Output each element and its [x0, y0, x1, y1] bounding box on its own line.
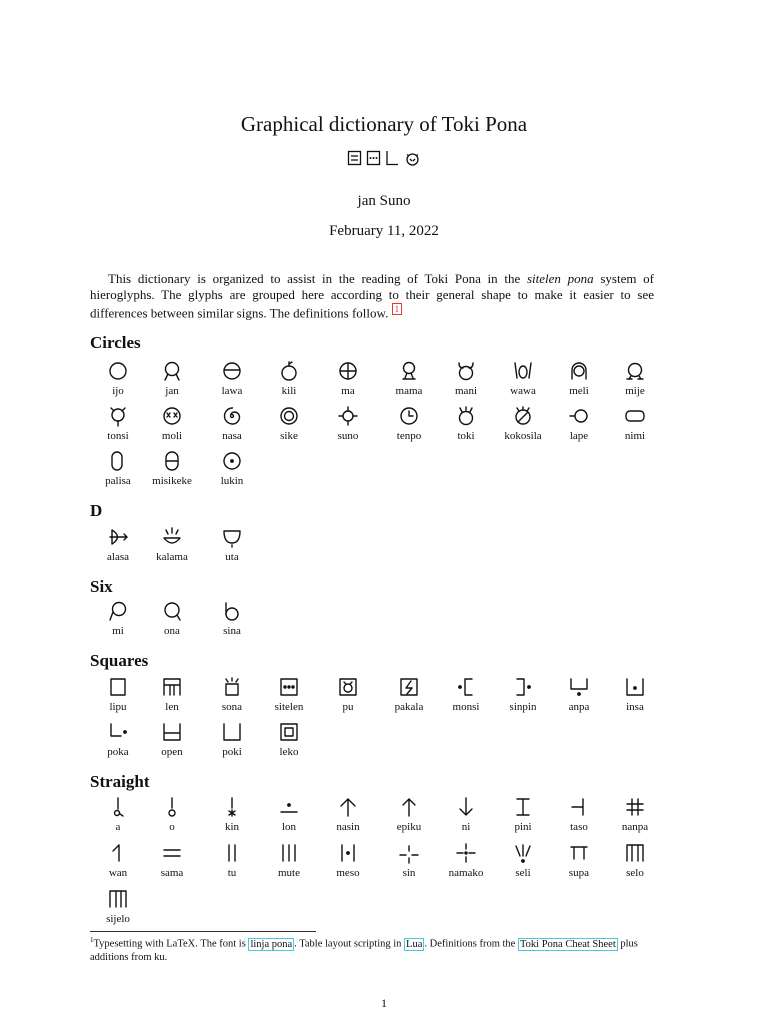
glyph-entry-seli — [495, 842, 551, 879]
tenpo-glyph-icon — [398, 405, 420, 427]
glyph-entry-ijo — [90, 360, 146, 397]
sitelen-glyph-icon — [366, 150, 381, 166]
abstract-emphasis: sitelen pona — [526, 271, 594, 286]
glyph-label: a — [115, 821, 121, 833]
glyph-entry-nasin — [320, 796, 376, 833]
palisa-glyph-icon — [107, 450, 129, 472]
lawa-glyph-icon — [221, 360, 243, 382]
glyph-entry-sona — [204, 676, 260, 713]
glyph-label: sike — [280, 430, 298, 442]
glyph-label: ona — [164, 625, 180, 637]
nasin-glyph-icon — [337, 796, 359, 818]
glyph-label: leko — [279, 746, 299, 758]
ona-glyph-icon — [161, 600, 183, 622]
tu-glyph-icon — [221, 842, 243, 864]
ni-glyph-icon — [455, 796, 477, 818]
glyph-label: lon — [281, 821, 297, 833]
mi-glyph-icon — [107, 600, 129, 622]
glyph-entry-anpa — [551, 676, 607, 713]
sijelo-glyph-icon — [107, 888, 129, 910]
glyph-label: pini — [514, 821, 532, 833]
mani-glyph-icon — [455, 360, 477, 382]
glyph-label: wan — [108, 867, 128, 879]
section-heading-six: Six — [90, 577, 113, 596]
glyph-entry-lape — [551, 405, 607, 442]
glyph-label: supa — [568, 867, 590, 879]
glyph-label: sona — [221, 701, 243, 713]
glyph-label: sinpin — [509, 701, 537, 713]
glyph-entry-mute — [261, 842, 317, 879]
glyph-label: mute — [278, 867, 300, 879]
glyph-entry-namako — [438, 842, 494, 879]
sama-glyph-icon — [161, 842, 183, 864]
cheat-sheet-link[interactable]: Toki Pona Cheat Sheet — [519, 938, 616, 950]
taso-glyph-icon — [568, 796, 590, 818]
glyph-entry-leko — [261, 721, 317, 758]
glyph-label: selo — [626, 867, 644, 879]
glyph-label: lipu — [109, 701, 127, 713]
glyph-label: tu — [227, 867, 237, 879]
page-number: 1 — [381, 996, 387, 1010]
glyph-label: jan — [165, 385, 179, 397]
footnote-text: . Definitions from the — [424, 938, 518, 950]
glyph-label: poki — [222, 746, 242, 758]
glyph-entry-sin — [381, 842, 437, 879]
author: jan Suno — [357, 193, 411, 209]
anpa-glyph-icon — [568, 676, 590, 698]
glyph-entry-lukin — [204, 450, 260, 487]
len-glyph-icon — [161, 676, 183, 698]
glyph-entry-uta — [204, 526, 260, 563]
ijo-glyph-icon — [107, 360, 129, 382]
glyph-entry-palisa — [90, 450, 146, 487]
sina-glyph-icon — [221, 600, 243, 622]
glyph-entry-sina — [204, 600, 260, 637]
glyph-label: len — [165, 701, 179, 713]
glyph-entry-moli — [144, 405, 200, 442]
insa-glyph-icon — [624, 676, 646, 698]
glyph-entry-poki — [204, 721, 260, 758]
glyph-entry-nasa — [204, 405, 260, 442]
lape-glyph-icon — [568, 405, 590, 427]
glyph-label: poka — [107, 746, 129, 758]
glyph-entry-nimi — [607, 405, 663, 442]
glyph-entry-jan — [144, 360, 200, 397]
leko-glyph-icon — [278, 721, 300, 743]
glyph-entry-tenpo — [381, 405, 437, 442]
glyph-entry-meli — [551, 360, 607, 397]
linja-pona-link[interactable]: linja pona — [250, 938, 293, 950]
wan-glyph-icon — [107, 842, 129, 864]
pakala-glyph-icon — [398, 676, 420, 698]
glyph-label: kokosila — [504, 430, 542, 442]
glyph-entry-mani — [438, 360, 494, 397]
date: February 11, 2022 — [329, 223, 439, 239]
glyph-entry-kili — [261, 360, 317, 397]
footnote-text: plus additions from ku. — [90, 938, 638, 963]
glyph-label: o — [169, 821, 175, 833]
glyph-entry-supa — [551, 842, 607, 879]
glyph-entry-toki — [438, 405, 494, 442]
pini-glyph-icon — [512, 796, 534, 818]
abstract-text-2: system of hieroglyphs. The glyphs are grouped here according to their general shape to make it easier to see differences between similar signs. The definitions follow. — [90, 271, 654, 321]
glyph-entry-mi — [90, 600, 146, 637]
lua-link[interactable]: Lua — [406, 938, 423, 950]
epiku-glyph-icon — [398, 796, 420, 818]
glyph-entry-lawa — [204, 360, 260, 397]
tonsi-glyph-icon — [107, 405, 129, 427]
abstract — [90, 271, 654, 321]
glyph-entry-epiku — [381, 796, 437, 833]
glyph-entry-sinpin — [495, 676, 551, 713]
glyph-entry-o — [144, 796, 200, 833]
lon-glyph-icon — [278, 796, 300, 818]
glyph-entry-open — [144, 721, 200, 758]
seli-glyph-icon — [512, 842, 534, 864]
section-heading-d: D — [90, 501, 103, 520]
meli-glyph-icon — [568, 360, 590, 382]
glyph-label: alasa — [107, 551, 129, 563]
supa-glyph-icon — [568, 842, 590, 864]
glyph-label: sina — [223, 625, 241, 637]
ma-glyph-icon — [337, 360, 359, 382]
namako-glyph-icon — [455, 842, 477, 864]
glyph-label: kalama — [156, 551, 188, 563]
glyph-entry-kalama — [144, 526, 200, 563]
glyph-label: misikeke — [152, 475, 192, 487]
sike-glyph-icon — [278, 405, 300, 427]
glyph-label: sama — [160, 867, 184, 879]
glyph-entry-sama — [144, 842, 200, 879]
glyph-label: ma — [341, 385, 355, 397]
meso-glyph-icon — [337, 842, 359, 864]
nasa-glyph-icon — [221, 405, 243, 427]
glyph-label: tonsi — [107, 430, 129, 442]
glyph-label: insa — [626, 701, 644, 713]
nimi-glyph-icon — [624, 405, 646, 427]
sin-glyph-icon — [398, 842, 420, 864]
glyph-entry-kokosila — [495, 405, 551, 442]
sitelen-glyph-icon — [278, 676, 300, 698]
footnote-text: Typesetting with LaTeX. The font is — [93, 938, 249, 950]
glyph-label: seli — [515, 867, 531, 879]
glyph-label: namako — [448, 867, 484, 879]
misikeke-glyph-icon — [161, 450, 183, 472]
mama-glyph-icon — [398, 360, 420, 382]
poki-glyph-icon — [385, 150, 400, 166]
mute-glyph-icon — [278, 842, 300, 864]
glyph-entry-monsi — [438, 676, 494, 713]
section-heading-circles: Circles — [90, 333, 141, 352]
footnote-text: . Table layout scripting in — [294, 938, 405, 950]
glyph-label: lape — [569, 430, 589, 442]
glyph-label: palisa — [105, 475, 131, 487]
glyph-label: tenpo — [396, 430, 422, 442]
monsi-glyph-icon — [455, 676, 477, 698]
glyph-entry-kin — [204, 796, 260, 833]
glyph-label: sitelen — [274, 701, 304, 713]
glyph-label: sijelo — [106, 913, 130, 925]
glyph-entry-lipu — [90, 676, 146, 713]
glyph-label: uta — [225, 551, 239, 563]
glyph-label: mi — [112, 625, 124, 637]
glyph-entry-a — [90, 796, 146, 833]
kili-glyph-icon — [278, 360, 300, 382]
glyph-label: meli — [569, 385, 589, 397]
glyph-label: lawa — [221, 385, 243, 397]
lipu-glyph-icon — [107, 676, 129, 698]
glyph-label: sin — [402, 867, 416, 879]
nanpa-glyph-icon — [624, 796, 646, 818]
glyph-entry-nanpa — [607, 796, 663, 833]
glyph-entry-poka — [90, 721, 146, 758]
glyph-entry-alasa — [90, 526, 146, 563]
section-heading-squares: Squares — [90, 651, 149, 670]
glyph-label: kin — [224, 821, 240, 833]
glyph-label: ni — [461, 821, 471, 833]
pu-glyph-icon — [337, 676, 359, 698]
uta-glyph-icon — [221, 526, 243, 548]
glyph-entry-suno — [320, 405, 376, 442]
poki-glyph-icon — [221, 721, 243, 743]
glyph-entry-sike — [261, 405, 317, 442]
suno-glyph-icon — [337, 405, 359, 427]
o-glyph-icon — [161, 796, 183, 818]
sinpin-glyph-icon — [512, 676, 534, 698]
wawa-glyph-icon — [512, 360, 534, 382]
footnote-rule — [90, 931, 316, 932]
glyph-label: mije — [625, 385, 645, 397]
glyph-label: anpa — [568, 701, 590, 713]
poka-glyph-icon — [107, 721, 129, 743]
mije-glyph-icon — [624, 360, 646, 382]
glyph-entry-sitelen — [261, 676, 317, 713]
glyph-label: open — [161, 746, 183, 758]
glyph-label: suno — [337, 430, 359, 442]
selo-glyph-icon — [624, 842, 646, 864]
kin-glyph-icon — [221, 796, 243, 818]
glyph-entry-pini — [495, 796, 551, 833]
glyph-entry-tonsi — [90, 405, 146, 442]
alasa-glyph-icon — [107, 526, 129, 548]
glyph-label: toki — [457, 430, 475, 442]
glyph-label: wawa — [510, 385, 536, 397]
moli-glyph-icon — [161, 405, 183, 427]
section-heading-straight: Straight — [90, 772, 150, 791]
abstract-text: This dictionary is organized to assist in the reading of Toki Pona in the — [108, 271, 527, 286]
glyph-entry-len — [144, 676, 200, 713]
glyph-entry-ni — [438, 796, 494, 833]
kala-glyph-icon — [404, 150, 421, 166]
glyph-label: nasa — [222, 430, 242, 442]
glyph-entry-mije — [607, 360, 663, 397]
kokosila-glyph-icon — [512, 405, 534, 427]
glyph-label: ijo — [112, 385, 124, 397]
glyph-entry-pakala — [381, 676, 437, 713]
glyph-label: moli — [161, 430, 183, 442]
glyph-label: meso — [336, 867, 360, 879]
footnote — [90, 934, 656, 964]
glyph-label: epiku — [396, 821, 422, 833]
glyph-label: nasin — [336, 821, 360, 833]
jan-glyph-icon — [161, 360, 183, 382]
glyph-entry-wan — [90, 842, 146, 879]
footnote-ref-link[interactable]: 1 — [392, 303, 403, 315]
glyph-entry-taso — [551, 796, 607, 833]
glyph-entry-ona — [144, 600, 200, 637]
glyph-label: taso — [570, 821, 588, 833]
glyph-label: nanpa — [621, 821, 649, 833]
glyph-entry-insa — [607, 676, 663, 713]
toki-glyph-icon — [455, 405, 477, 427]
glyph-entry-wawa — [495, 360, 551, 397]
glyph-entry-pu — [320, 676, 376, 713]
glyph-label: monsi — [452, 701, 480, 713]
glyph-label: lukin — [220, 475, 244, 487]
glyph-label: kili — [281, 385, 297, 397]
footnote-mark: 1 — [90, 936, 94, 944]
glyph-label: mani — [455, 385, 477, 397]
open-glyph-icon — [161, 721, 183, 743]
glyph-entry-lon — [261, 796, 317, 833]
glyph-entry-meso — [320, 842, 376, 879]
lukin-glyph-icon — [221, 450, 243, 472]
glyph-entry-mama — [381, 360, 437, 397]
glyph-label: nimi — [624, 430, 646, 442]
glyph-entry-tu — [204, 842, 260, 879]
glyph-entry-misikeke — [144, 450, 200, 487]
glyph-label: pakala — [394, 701, 424, 713]
glyph-entry-ma — [320, 360, 376, 397]
paper-title: Graphical dictionary of Toki Pona — [240, 112, 528, 136]
kalama-glyph-icon — [161, 526, 183, 548]
lipu-glyph-icon — [347, 150, 362, 166]
glyph-entry-sijelo — [90, 888, 146, 925]
glyph-entry-selo — [607, 842, 663, 879]
a-glyph-icon — [107, 796, 129, 818]
glyph-label: mama — [395, 385, 423, 397]
title-glyph-row — [0, 150, 768, 171]
glyph-label: pu — [342, 701, 354, 713]
sona-glyph-icon — [221, 676, 243, 698]
